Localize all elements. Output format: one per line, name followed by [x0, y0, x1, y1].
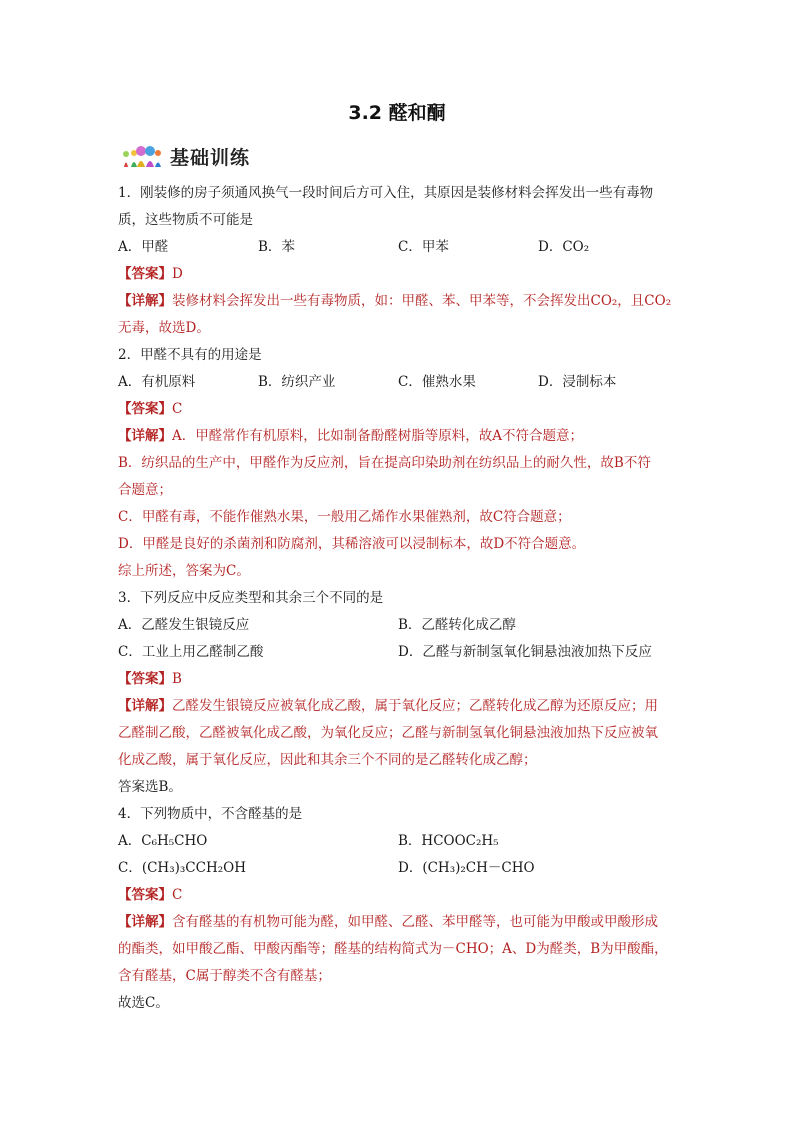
- summary-line: 答案选B。: [118, 779, 182, 795]
- option-row: [118, 612, 678, 639]
- question-stem: 4．下列物质中，不含醛基的是: [118, 806, 303, 822]
- question-list: [118, 180, 678, 1017]
- option-b: B．纺织产业: [258, 374, 336, 390]
- detail-line: 合题意；: [118, 482, 172, 498]
- answer-line: [118, 882, 678, 909]
- option-row: [118, 369, 678, 396]
- answer-line: [118, 666, 678, 693]
- option-c: C．催熟水果: [398, 374, 476, 390]
- question-stem: 质，这些物质不可能是: [118, 212, 253, 228]
- option-d: D．乙醛与新制氢氧化铜悬浊液加热下反应: [398, 644, 652, 660]
- detail-line: [118, 288, 678, 315]
- option-c: C．(CH₃)₃CCH₂OH: [118, 860, 246, 876]
- question-2: [118, 342, 678, 585]
- detail-tag: 【详解】: [118, 428, 172, 444]
- detail-line: [118, 909, 678, 936]
- option-c: C．工业上用乙醛制乙酸: [118, 644, 264, 660]
- detail-tag: 【详解】: [118, 914, 172, 930]
- option-d: D．CO₂: [538, 239, 590, 255]
- option-row: [118, 855, 678, 882]
- option-row: [118, 828, 678, 855]
- answer-tag: 【答案】: [118, 671, 172, 687]
- option-a: A．乙醛发生银镜反应: [118, 617, 250, 633]
- detail-line: 含有醛基，C属于醇类不含有醛基；: [118, 968, 331, 984]
- option-d: D．浸制标本: [538, 374, 617, 390]
- detail-text: 装修材料会挥发出一些有毒物质，如：甲醛、苯、甲苯等，不会挥发出CO₂，且CO₂: [172, 293, 672, 309]
- detail-tag: 【详解】: [118, 293, 172, 309]
- detail-line: [118, 423, 678, 450]
- summary-line: 综上所述，答案为C。: [118, 563, 250, 579]
- option-a: A．甲醛: [118, 239, 169, 255]
- question-stem: 1．刚装修的房子须通风换气一段时间后方可入住，其原因是装修材料会挥发出一些有毒物: [118, 185, 654, 201]
- answer-value: D: [172, 266, 183, 282]
- option-d: D．(CH₃)₂CH－CHO: [398, 860, 535, 876]
- detail-text: 乙醛发生银镜反应被氧化成乙酸，属于氧化反应；乙醛转化成乙醇为还原反应；用: [172, 698, 658, 714]
- option-row: [118, 639, 678, 666]
- answer-tag: 【答案】: [118, 887, 172, 903]
- answer-tag: 【答案】: [118, 266, 172, 282]
- detail-line: 的酯类，如甲酸乙酯、甲酸丙酯等；醛基的结构简式为－CHO；A、D为醛类，B为甲酸酯，: [118, 941, 668, 957]
- detail-line: 无毒，故选D。: [118, 320, 210, 336]
- answer-line: [118, 396, 678, 423]
- option-a: A．有机原料: [118, 374, 196, 390]
- detail-line: B．纺织品的生产中，甲醛作为反应剂，旨在提高印染助剂在纺织品上的耐久性，故B不符: [118, 455, 651, 471]
- detail-line: D．甲醛是良好的杀菌剂和防腐剂，其稀溶液可以浸制标本，故D不符合题意。: [118, 536, 586, 552]
- page-title: 3.2 醛和酮: [348, 102, 446, 124]
- section-label: 基础训练: [170, 147, 251, 169]
- summary-line: 故选C。: [118, 995, 169, 1011]
- option-c: C．甲苯: [398, 239, 449, 255]
- answer-tag: 【答案】: [118, 401, 172, 417]
- answer-line: [118, 261, 678, 288]
- colorful-people-icon: [120, 140, 166, 172]
- question-1: [118, 180, 678, 342]
- detail-text: 含有醛基的有机物可能为醛，如甲醛、乙醛、苯甲醛等，也可能为甲酸或甲酸形成: [172, 914, 658, 930]
- answer-value: B: [172, 671, 182, 687]
- detail-tag: 【详解】: [118, 698, 172, 714]
- option-b: B．乙醛转化成乙醇: [398, 617, 516, 633]
- question-3: [118, 585, 678, 801]
- question-stem: 3．下列反应中反应类型和其余三个不同的是: [118, 590, 384, 606]
- detail-line: [118, 693, 678, 720]
- detail-line: C．甲醛有毒，不能作催熟水果，一般用乙烯作水果催熟剂，故C符合题意；: [118, 509, 571, 525]
- option-a: A．C₆H₅CHO: [118, 833, 208, 849]
- question-stem: 2．甲醛不具有的用途是: [118, 347, 262, 363]
- option-row: [118, 234, 678, 261]
- question-4: [118, 801, 678, 1017]
- detail-text: A．甲醛常作有机原料，比如制备酚醛树脂等原料，故A不符合题意；: [172, 428, 583, 444]
- detail-line: 乙醛制乙酸，乙醛被氧化成乙酸，为氧化反应；乙醛与新制氢氧化铜悬浊液加热下反应被氧: [118, 725, 658, 741]
- option-b: B．苯: [258, 239, 295, 255]
- option-b: B．HCOOC₂H₅: [398, 833, 499, 849]
- answer-value: C: [172, 887, 183, 903]
- answer-value: C: [172, 401, 183, 417]
- detail-line: 化成乙酸，属于氧化反应，因此和其余三个不同的是乙醛转化成乙醇；: [118, 752, 537, 768]
